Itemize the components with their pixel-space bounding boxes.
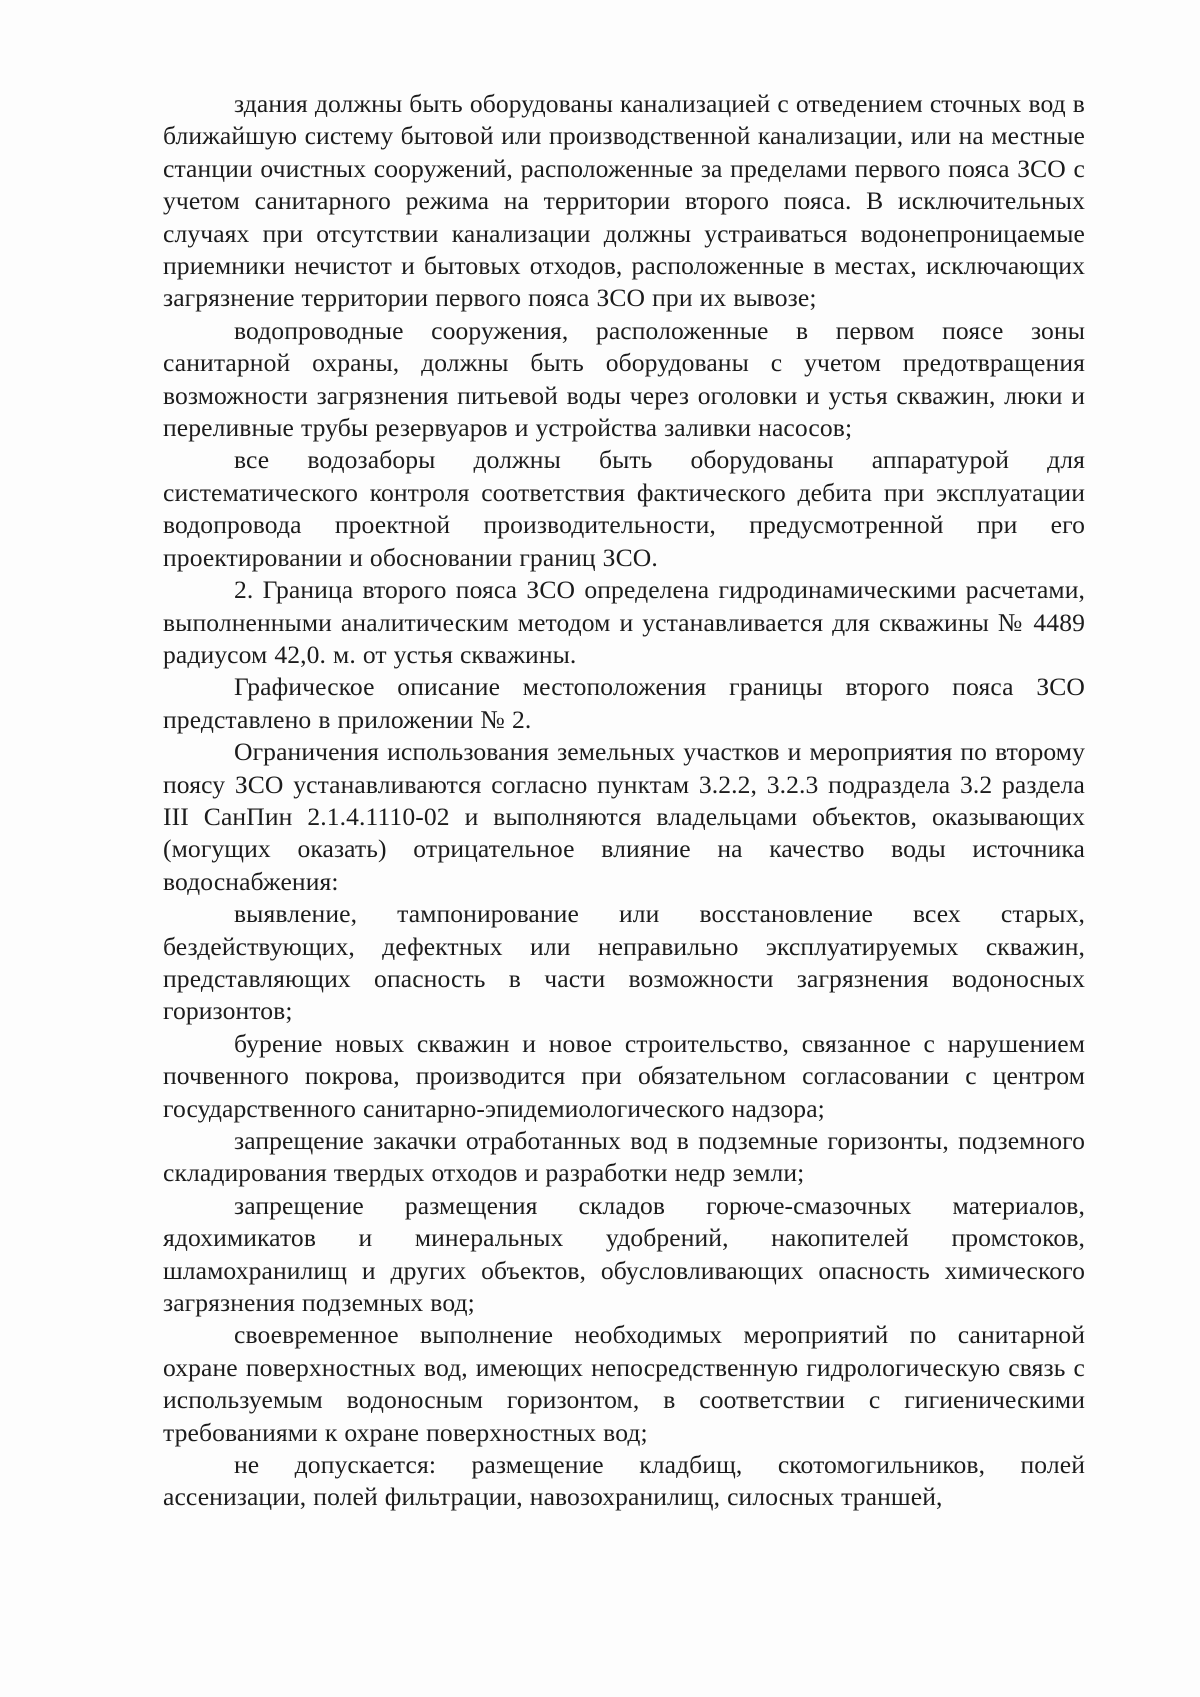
- paragraph-drilling-construction: бурение новых скважин и новое строительство, связанное с нарушением почвенного покрова, производится при обязательном согласовании с центром государственного санитарно-эпидемиологического надзора;: [163, 1028, 1085, 1123]
- paragraph-surface-water-protection: своевременное выполнение необходимых мероприятий по санитарной охране поверхностных вод, имеющих непосредственную гидрологическую связь с используемым водоносным горизонтом, в соответствии с гигиеническими требованиями к охране поверхностных вод;: [163, 1320, 1085, 1447]
- paragraph-water-intakes-equipment: все водозаборы должны быть оборудованы аппаратурой для систематического контроля соответствия фактического дебита при эксплуатации водопровода проектной производительности, предусмотренной при его проектировании и обосновании границ ЗСО.: [163, 445, 1085, 572]
- paragraph-injection-prohibition: запрещение закачки отработанных вод в подземные горизонты, подземного складирования твердых отходов и разработки недр земли;: [163, 1126, 1085, 1188]
- paragraph-second-belt-boundary: 2. Граница второго пояса ЗСО определена гидродинамическими расчетами, выполненными аналитическим методом и устанавливается для скважины № 4489 радиусом 42,0. м. от устья скважины.: [163, 575, 1085, 669]
- paragraph-not-allowed: не допускается: размещение кладбищ, скотомогильников, полей ассенизации, полей фильтрации, навозохранилищ, силосных траншей,: [163, 1450, 1085, 1512]
- paragraph-water-facilities: водопроводные сооружения, расположенные в первом поясе зоны санитарной охраны, должны быть оборудованы с учетом предотвращения возможности загрязнения питьевой воды через оголовки и устья скважин, люки и переливные трубы резервуаров и устройства заливки насосов;: [163, 315, 1085, 443]
- document-body: [163, 88, 1085, 1514]
- paragraph-graphic-description: Графическое описание местоположения границы второго пояса ЗСО представлено в приложении № 2.: [163, 672, 1085, 734]
- paragraph-storage-prohibition: запрещение размещения складов горюче-смазочных материалов, ядохимикатов и минеральных удобрений, накопителей промстоков, шламохранилищ и других объектов, обусловливающих опасность химического загрязнения подземных вод;: [163, 1190, 1085, 1318]
- paragraph-well-identification: выявление, тампонирование или восстановление всех старых, бездействующих, дефектных или неправильно эксплуатируемых скважин, представляющих опасность в части возможности загрязнения водоносных горизонтов;: [163, 899, 1085, 1026]
- paragraph-land-use-restrictions: Ограничения использования земельных участков и мероприятия по второму поясу ЗСО устанавливаются согласно пунктам 3.2.2, 3.2.3 подраздела 3.2 раздела III СанПин 2.1.4.1110-02 и выполняются владельцами объектов, оказывающих (могущих оказать) отрицательное влияние на качество воды источника водоснабжения:: [163, 737, 1085, 896]
- paragraph-sewerage-requirement: здания должны быть оборудованы канализацией с отведением сточных вод в ближайшую систему бытовой или производственной канализации, или на местные станции очистных сооружений, расположенные за пределами первого пояса ЗСО с учетом санитарного режима на территории второго пояса. В исключительных случаях при отсутствии канализации должны устраиваться водонепроницаемые приемники нечистот и бытовых отходов, расположенные в местах, исключающих загрязнение территории первого пояса ЗСО при их вывозе;: [163, 89, 1085, 313]
